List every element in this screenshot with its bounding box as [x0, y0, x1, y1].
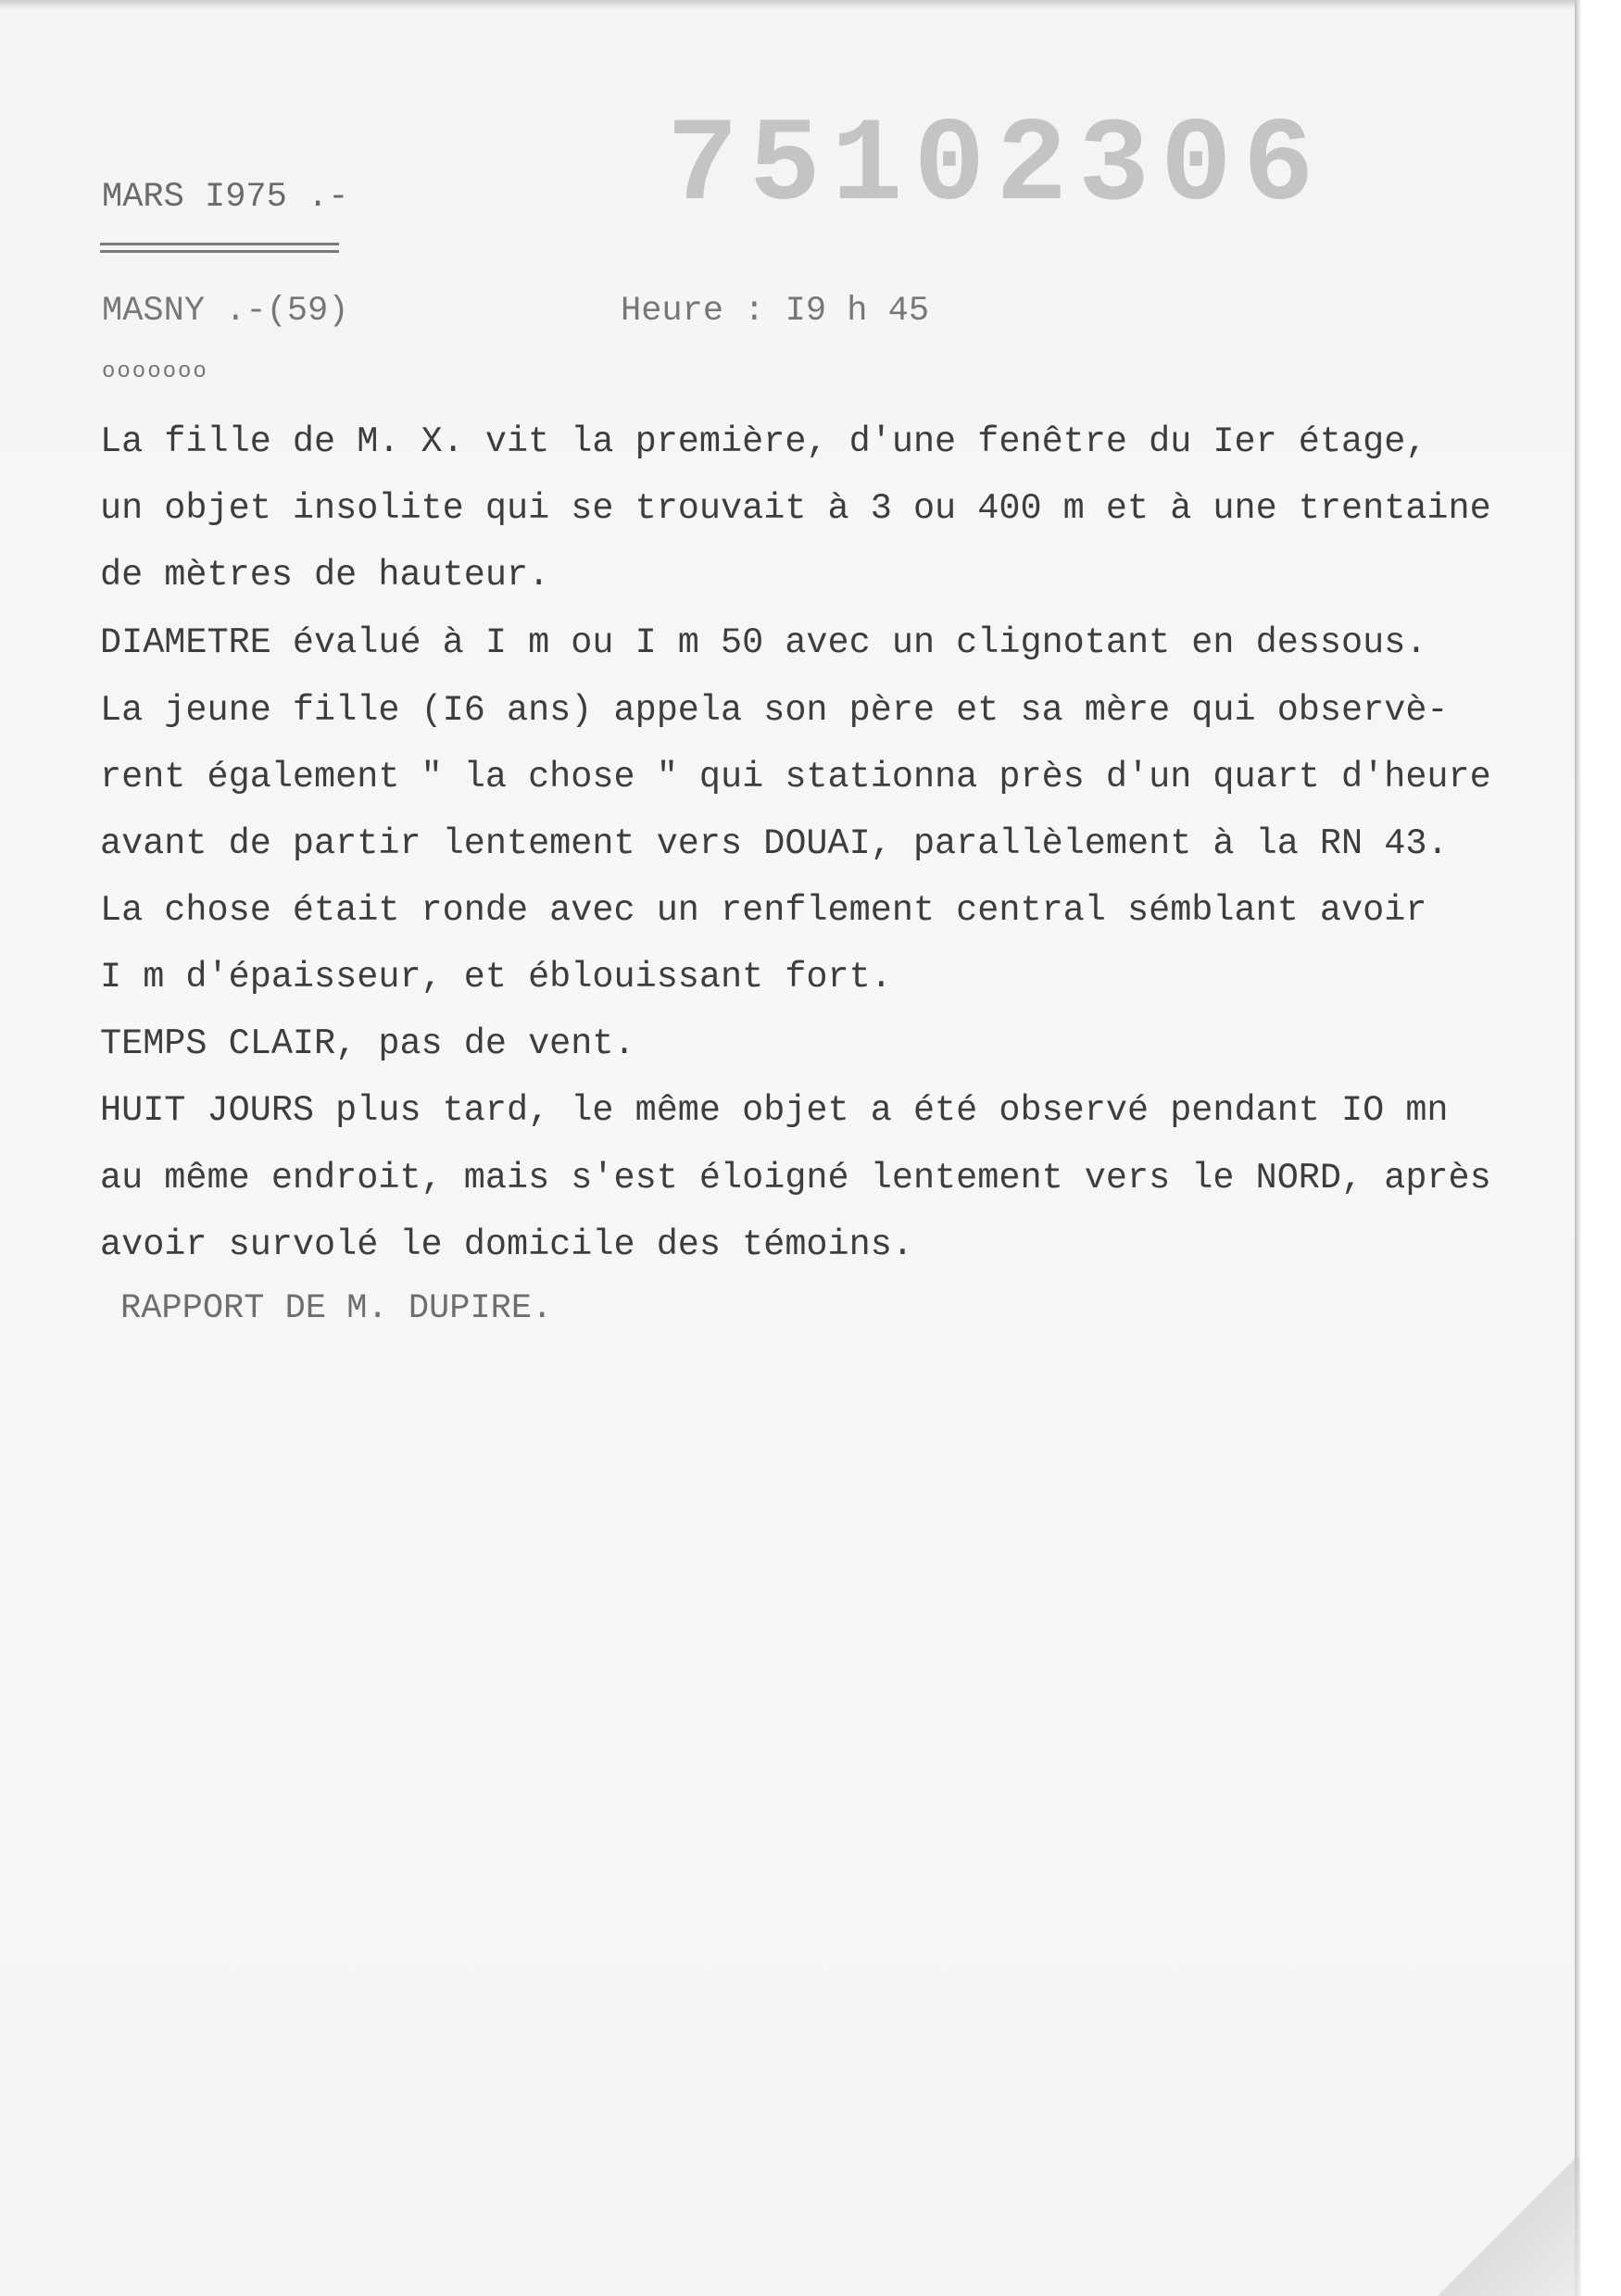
- separator-circles: ooooooo: [102, 359, 208, 384]
- location-heading: MASNY .-(59): [102, 292, 349, 331]
- body-line: La jeune fille (I6 ans) appela son père et sa mère qui observè-: [100, 690, 1449, 731]
- body-line: avoir survolé le domicile des témoins.: [100, 1224, 913, 1265]
- body-line: HUIT JOURS plus tard, le même objet a été observé pendant IO mn: [100, 1090, 1449, 1131]
- paper-right-edge: [1575, 0, 1582, 2296]
- reference-number-stamp: 75102306: [667, 100, 1326, 234]
- body-line: rent également " la chose " qui stationna près d'un quart d'heure: [100, 757, 1491, 797]
- paper-corner-fold: [1399, 2158, 1579, 2296]
- date-header: MARS I975 .-: [102, 178, 349, 217]
- body-line: au même endroit, mais s'est éloigné lentement vers le NORD, après: [100, 1158, 1491, 1198]
- header-underline-top: [100, 243, 339, 245]
- paper-top-edge: [0, 0, 1579, 9]
- report-signature: RAPPORT DE M. DUPIRE.: [120, 1289, 553, 1328]
- time-heading: Heure : I9 h 45: [621, 292, 930, 331]
- body-line: de mètres de hauteur.: [100, 555, 550, 596]
- body-line: DIAMETRE évalué à I m ou I m 50 avec un clignotant en dessous.: [100, 622, 1427, 663]
- body-line: La fille de M. X. vit la première, d'une fenêtre du Ier étage,: [100, 421, 1427, 462]
- body-line: un objet insolite qui se trouvait à 3 ou 400 m et à une trentaine: [100, 488, 1491, 529]
- body-line: avant de partir lentement vers DOUAI, parallèlement à la RN 43.: [100, 823, 1449, 864]
- header-underline-bottom: [100, 250, 339, 253]
- body-line: I m d'épaisseur, et éblouissant fort.: [100, 957, 892, 997]
- body-line: La chose était ronde avec un renflement central sémblant avoir: [100, 890, 1427, 931]
- body-line: TEMPS CLAIR, pas de vent.: [100, 1023, 635, 1064]
